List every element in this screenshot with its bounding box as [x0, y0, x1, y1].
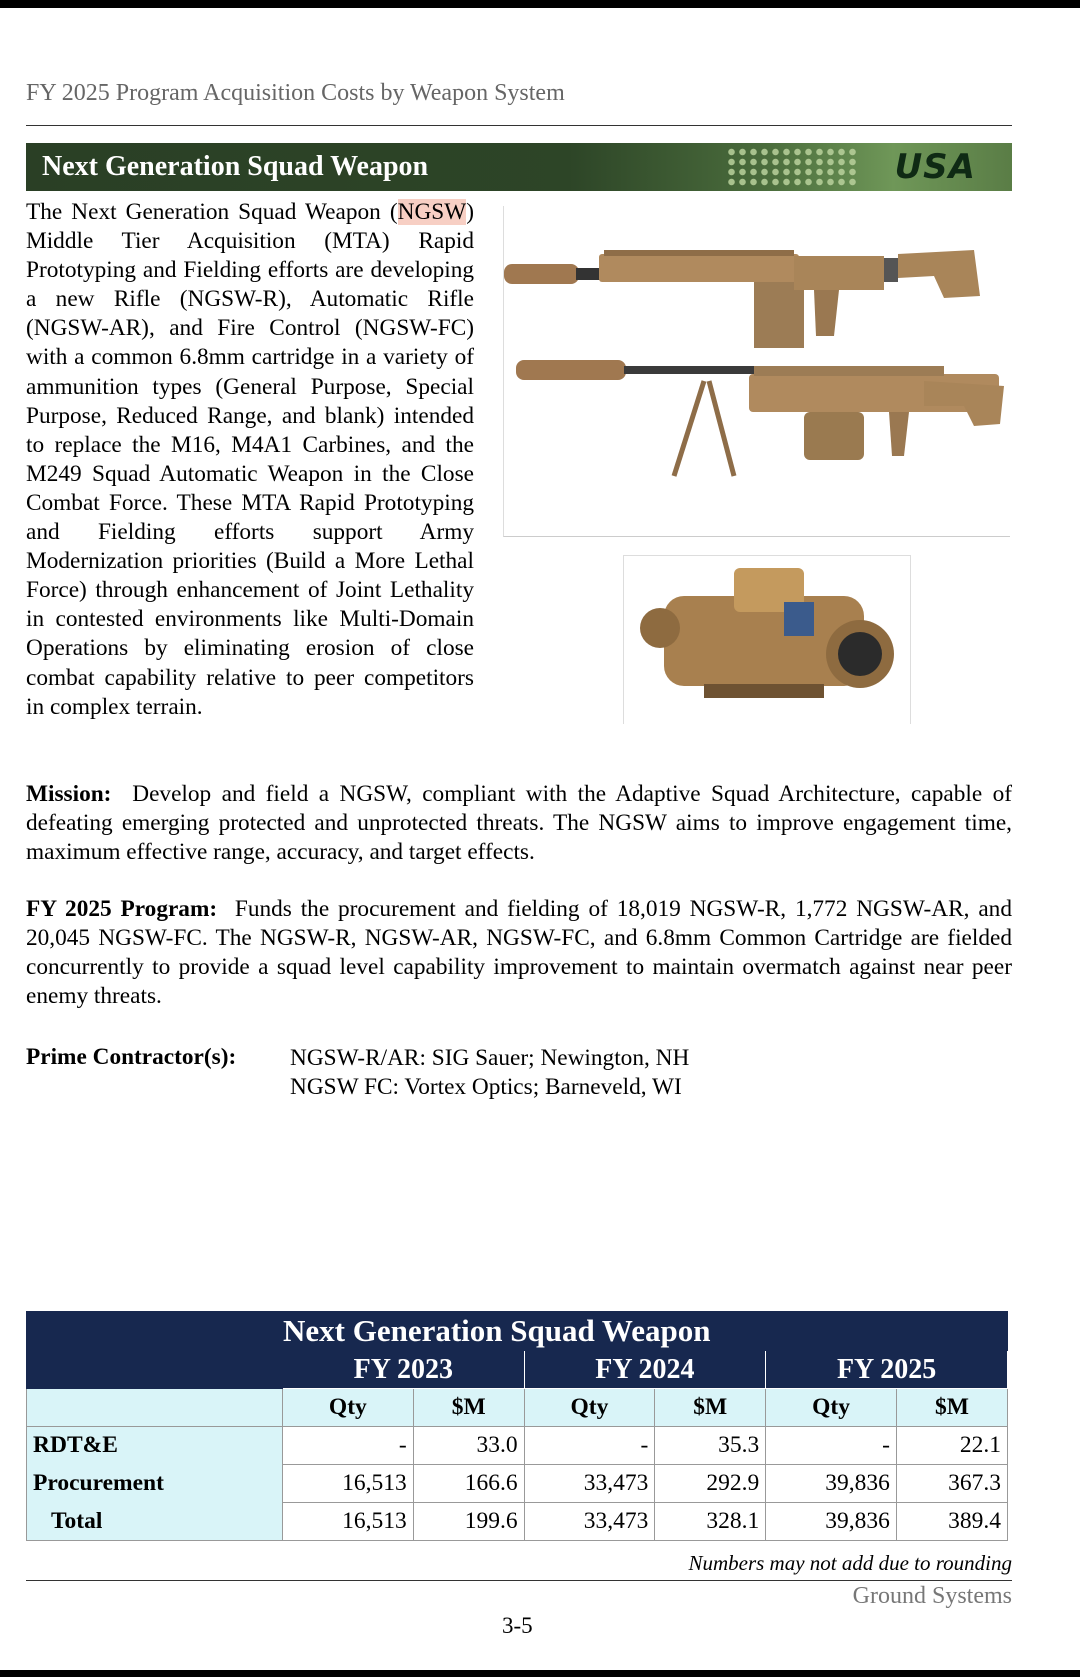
rifle-photo-frame: [503, 206, 1010, 537]
table-title: [283, 1312, 1008, 1351]
table-cell: 328.1: [655, 1503, 766, 1541]
service-label: USA: [894, 147, 976, 187]
title-banner: [26, 143, 1012, 191]
table-cell: 33,473: [524, 1465, 655, 1503]
mission-paragraph: [26, 780, 1012, 867]
column-header: Qty: [283, 1389, 414, 1427]
table-cell: 389.4: [896, 1503, 1007, 1541]
rifle-illustrations: [504, 206, 1010, 536]
contractor-line: NGSW-R/AR: SIG Sauer; Newington, NH: [290, 1045, 690, 1071]
funding-table: [26, 1311, 1008, 1541]
prime-contractor-list: [290, 1044, 689, 1102]
rounding-footnote: Numbers may not add due to rounding: [688, 1551, 1012, 1575]
footer-rule: [26, 1580, 1012, 1581]
table-cell: 33,473: [524, 1503, 655, 1541]
table-cell: 292.9: [655, 1465, 766, 1503]
prime-contractor-label: Prime Contractor(s):: [26, 1044, 237, 1070]
page-number: 3-5: [502, 1613, 533, 1638]
row-label: Procurement: [27, 1465, 283, 1503]
mission-text: Develop and field a NGSW, compliant with the Adaptive Squad Architecture, capable of defeating emerging protected and unprotected threats. The NGSW aims to improve engagement time, maximum effective range, accuracy, and target effects.: [26, 781, 1012, 866]
table-cell: 35.3: [655, 1427, 766, 1465]
row-label: RDT&E: [27, 1427, 283, 1465]
header-rule: [26, 125, 1012, 126]
year-header-fy2025: FY 2025: [766, 1351, 1008, 1389]
table-title-text: Next Generation Squad Weapon: [283, 1313, 711, 1348]
table-cell: 199.6: [413, 1503, 524, 1541]
table-cell: 39,836: [766, 1465, 897, 1503]
intro-text-rest: ) Middle Tier Acquisition (MTA) Rapid Prototyping and Fielding efforts are developing a new Rifle (NGSW-R), Automatic Rifle (NGSW-AR), and Fire Control (NGSW-FC) with a common 6.8mm cartridge in a variety of ammunition types (General Purpose, Special Purpose, Reduced Range, and blank) intended to replace the M16, M4A1 Carbines, and the M249 Squad Automatic Weapon in the Close Combat Force. These MTA Rapid Prototyping and Fielding efforts support Army Modernization priorities (Build a More Lethal Force) through enhancement of Joint Lethality in contested environments like Multi-Domain Operations by eliminating erosion of close combat capability relative to peer competitors in complex terrain.: [26, 199, 474, 720]
column-header: Qty: [524, 1389, 655, 1427]
table-cell: 367.3: [896, 1465, 1007, 1503]
highlighted-term[interactable]: NGSW: [397, 199, 467, 225]
column-header: $M: [413, 1389, 524, 1427]
table-row-rdte: [27, 1427, 1008, 1465]
column-header: Qty: [766, 1389, 897, 1427]
banner-title: Next Generation Squad Weapon: [42, 151, 429, 182]
year-header-blank: [27, 1351, 283, 1389]
table-cell: 16,513: [283, 1503, 414, 1541]
intro-paragraph: [26, 198, 474, 722]
ngsw-automatic-rifle-image: [516, 360, 1004, 476]
table-row-procurement: [27, 1465, 1008, 1503]
table-cell: -: [766, 1427, 897, 1465]
banner-dot-pattern: [726, 147, 856, 187]
column-header: $M: [655, 1389, 766, 1427]
table-cell: -: [524, 1427, 655, 1465]
intro-text-start: The Next Generation Squad Weapon (: [26, 199, 398, 225]
document-page: [0, 8, 1080, 1670]
row-label: Total: [27, 1503, 283, 1541]
running-header: FY 2025 Program Acquisition Costs by Weapon System: [26, 80, 565, 106]
table-row-total: [27, 1503, 1008, 1541]
table-cell: -: [283, 1427, 414, 1465]
optic-photo-frame: [623, 555, 911, 724]
fire-control-optic-image: [624, 556, 910, 724]
table-cell: 16,513: [283, 1465, 414, 1503]
contractor-line: NGSW FC: Vortex Optics; Barneveld, WI: [290, 1074, 682, 1101]
year-header-fy2023: FY 2023: [283, 1351, 525, 1389]
table-cell: 22.1: [896, 1427, 1007, 1465]
program-label: FY 2025 Program:: [26, 896, 218, 922]
year-header-fy2024: FY 2024: [524, 1351, 766, 1389]
program-paragraph: [26, 895, 1012, 1011]
column-header: $M: [896, 1389, 1007, 1427]
mission-label: Mission:: [26, 781, 112, 807]
table-cell: 39,836: [766, 1503, 897, 1541]
subheader-blank: [27, 1389, 283, 1427]
section-name: Ground Systems: [852, 1583, 1012, 1609]
table-cell: 166.6: [413, 1465, 524, 1503]
program-text: Funds the procurement and fielding of 18,019 NGSW-R, 1,772 NGSW-AR, and 20,045 NGSW-FC. The NGSW-R, NGSW-AR, NGSW-FC, and 6.8mm Common Cartridge are fielded concurrently to provide a squad level capability improvement to maintain overmatch against near peer enemy threats.: [26, 896, 1012, 1010]
ngsw-rifle-image: [504, 250, 980, 348]
table-cell: 33.0: [413, 1427, 524, 1465]
table-corner: [27, 1312, 283, 1351]
